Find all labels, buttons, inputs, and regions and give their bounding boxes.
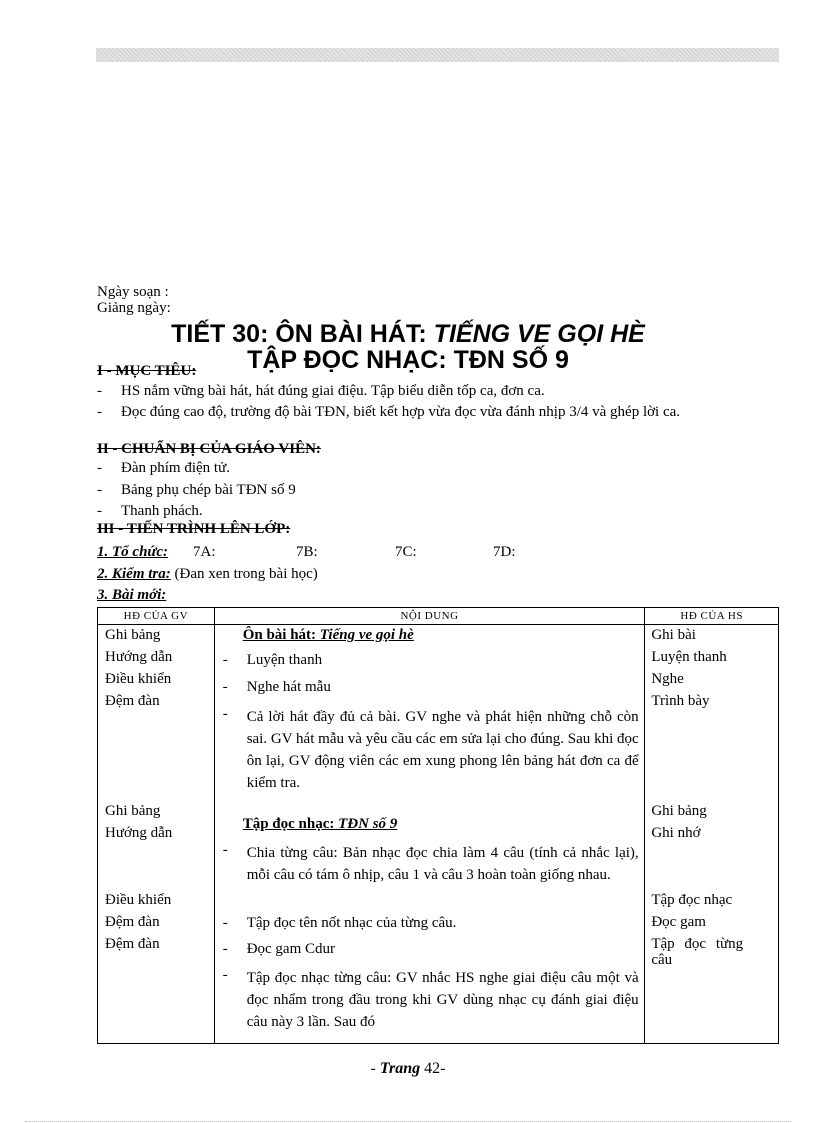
class-7a: 7A: (193, 544, 216, 560)
hs-item: Ghi bảng (651, 803, 707, 819)
gv-item: Ghi bảng (105, 627, 161, 643)
lesson-table (97, 607, 779, 1044)
page-title-line2: TẬP ĐỌC NHẠC: TĐN SỐ 9 (247, 346, 569, 374)
table-header-row (98, 608, 779, 625)
hs-item: Đọc gam (651, 914, 706, 930)
subheading-sight-reading: Tập đọc nhạc: TĐN số 9 (242, 816, 398, 832)
gv-item: Ghi bảng (105, 803, 161, 819)
list-item: Tập đọc nhạc từng câu: GV nhắc HS nghe giai điệu câu một và đọc nhẩm trong đầu trong khi GV dùng nhạc cụ đánh giai điệu câu này 3 lần. Sau đó (246, 970, 639, 1030)
hs-item: Trình bày (651, 693, 710, 709)
table-row (98, 625, 779, 1044)
gv-item: Đệm đàn (105, 914, 160, 930)
gv-item: Hướng dẫn (105, 825, 173, 841)
section-process-heading: III - TIẾN TRÌNH LÊN LỚP: (97, 521, 291, 537)
title-plain: TIẾT 30: ÔN BÀI HÁT: (171, 320, 434, 348)
hs-item: Tập đọc từng (651, 936, 744, 952)
gv-item: Điều khiển (105, 671, 172, 687)
subheading-review-song: Ôn bài hát: Tiếng ve gọi hè (242, 627, 414, 643)
list-item: - Nghe hát mẫu (222, 679, 331, 695)
list-item: Cả lời hát đầy đủ cả bài. GV nghe và phát hiện những chỗ còn sai. GV hát mẫu và yêu cầu các em sửa lại cho đúng. Sau khi đọc ôn lại, GV động viên các em xung phong lên bảng hát đơn ca để kiểm tra. (246, 709, 639, 791)
gv-item: Hướng dẫn (105, 649, 173, 665)
title-song: TIẾNG VE GỌI HÈ (433, 320, 645, 348)
date-prepared: Ngày soạn : (97, 284, 169, 300)
hs-item: Ghi bài (651, 627, 696, 643)
header-pattern-bar (96, 48, 779, 62)
list-bullet: - (222, 842, 228, 858)
hs-item: Nghe (651, 671, 684, 687)
organization-line: 1. Tổ chức: 7A: 7B: 7C: 7D: (97, 544, 516, 560)
list-item: Chia từng câu: Bản nhạc đọc chia làm 4 câu (tính cả nhắc lại), mỗi câu có tám ô nhịp, câu 1 và câu 3 hoàn toàn giống nhau. (246, 845, 639, 883)
list-item: - Đọc gam Cdur (222, 941, 336, 957)
list-item: - Luyện thanh (222, 652, 323, 668)
list-item: - Tập đọc tên nốt nhạc của từng câu. (222, 915, 457, 931)
section-objectives-heading: I - MỤC TIÊU: (97, 363, 197, 379)
list-bullet: - (222, 706, 228, 722)
class-7b: 7B: (296, 544, 318, 560)
student-column (645, 625, 779, 1044)
page-title-line1 (0, 321, 816, 347)
header-teacher: HĐ CỦA GV (98, 608, 215, 625)
header-content: NỘI DUNG (214, 608, 645, 625)
hs-item: Tập đọc nhạc (651, 892, 733, 908)
teacher-column (98, 625, 215, 1044)
check-line: 2. Kiểm tra: (Đan xen trong bài học) (97, 566, 318, 582)
new-lesson-label: 3. Bài mới: (97, 587, 167, 603)
bottom-divider (25, 1121, 791, 1122)
date-taught: Giảng ngày: (97, 300, 171, 316)
gv-item: Đệm đàn (105, 936, 160, 952)
hs-item: câu (651, 952, 673, 968)
hs-item: Ghi nhớ (651, 825, 701, 841)
header-student: HĐ CỦA HS (645, 608, 779, 625)
hs-item: Luyện thanh (651, 649, 727, 665)
gv-item: Điều khiển (105, 892, 172, 908)
page-footer: - Trang 42- (370, 1060, 446, 1077)
content-column (214, 625, 645, 1044)
section-preparation-heading: II - CHUẨN BỊ CỦA GIÁO VIÊN: (97, 441, 321, 457)
list-item: - Đọc đúng cao độ, trường độ bài TĐN, biết kết hợp vừa đọc vừa đánh nhịp 3/4 và ghép lời ca. (97, 404, 681, 420)
class-7c: 7C: (395, 544, 417, 560)
gv-item: Đệm đàn (105, 693, 160, 709)
class-7d: 7D: (493, 544, 516, 560)
list-bullet: - (222, 967, 228, 983)
